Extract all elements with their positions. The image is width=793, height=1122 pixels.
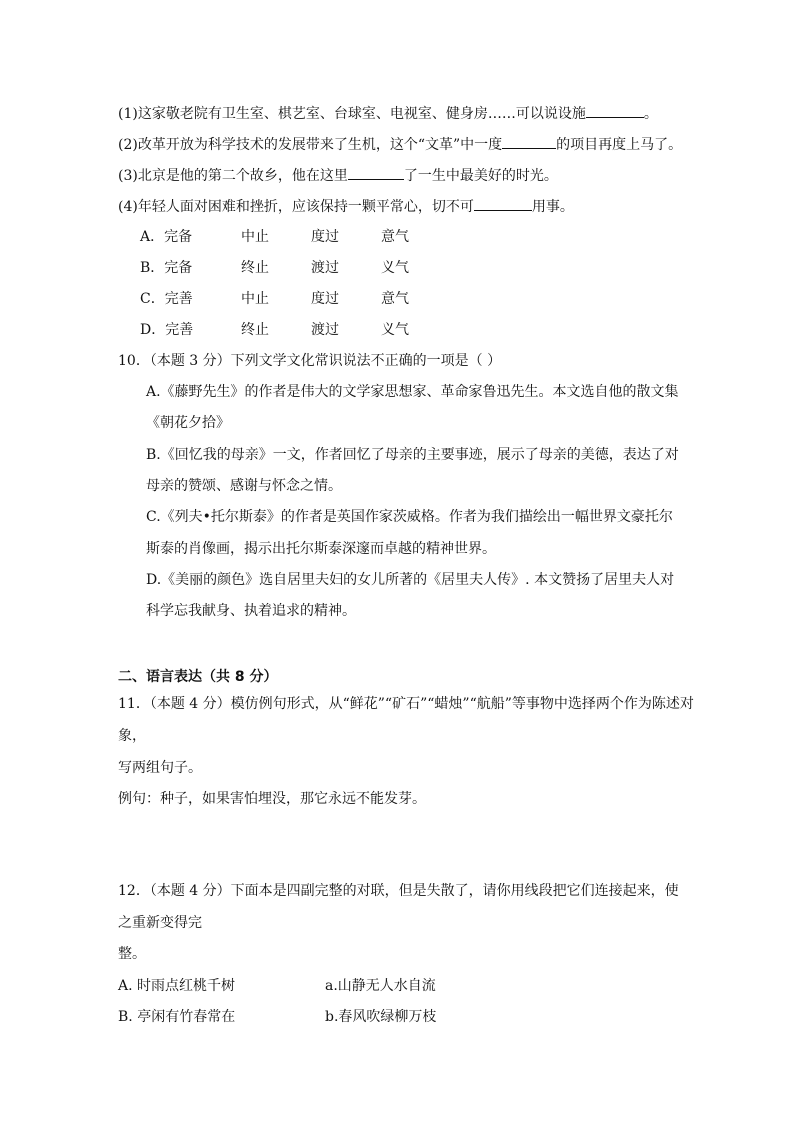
q11-line: 写两组句子。: [118, 760, 202, 776]
couplet-left: A. 时雨点红桃千树: [118, 978, 236, 994]
q9-item-3-suffix: 了一生中最美好的时光。: [403, 168, 558, 184]
q9-item-1: [118, 103, 658, 124]
q12-line: 之重新变得完: [118, 915, 202, 931]
q12-line: 12．（本题 4 分）下面本是四副完整的对联，但是失散了，请你用线段把它们连接起来，使: [118, 883, 679, 899]
option-word: 义气: [381, 322, 409, 338]
option-word: 度过: [311, 229, 339, 245]
q10-stem: 10．（本题 3 分）下列文学文化常识说法不正确的一项是（ ）: [118, 353, 502, 369]
q9-item-3: [118, 165, 558, 186]
option-word: 终止: [241, 322, 269, 338]
q10-line: B.《回忆我的母亲》一文，作者回忆了母亲的主要事迹，展示了母亲的美德，表达了对: [146, 447, 679, 463]
option-word: 意气: [381, 291, 409, 307]
q10-line: 斯泰的肖像画，揭示出托尔斯泰深邃而卓越的精神世界。: [146, 541, 496, 557]
option-label: B．完备: [140, 260, 193, 276]
option-word: 度过: [311, 291, 339, 307]
option-word: 渡过: [311, 322, 339, 338]
couplet-right: b.春风吹绿柳万枝: [325, 1009, 437, 1025]
option-label: A．完备: [140, 229, 193, 245]
q9-item-1-text: (1)这家敬老院有卫生室、棋艺室、台球室、电视室、健身房……可以说设施: [118, 106, 586, 122]
q12-line: 整。: [118, 946, 146, 962]
q10-line: 科学忘我献身、执着追求的精神。: [146, 603, 356, 619]
answer-blank: [474, 196, 532, 211]
option-label: D．完善: [140, 322, 194, 338]
section-heading: 二、语言表达（共 8 分）: [118, 669, 278, 685]
couplet-left: B. 亭闲有竹春常在: [118, 1009, 236, 1025]
q10-line: C.《列夫•托尔斯泰》的作者是英国作家茨威格。作者为我们描绘出一幅世界文豪托尔: [146, 509, 673, 525]
option-word: 渡过: [311, 260, 339, 276]
q9-item-4-text: (4)年轻人面对困难和挫折，应该保持一颗平常心，切不可: [118, 199, 474, 215]
couplet-right: a.山静无人水自流: [325, 978, 436, 994]
q10-line: A.《藤野先生》的作者是伟大的文学家思想家、革命家鲁迅先生。本文选自他的散文集: [146, 384, 679, 400]
q9-item-1-suffix: 。: [643, 106, 658, 122]
option-word: 中止: [241, 229, 269, 245]
q11-line: 象，: [118, 728, 146, 744]
option-label: C．完善: [140, 291, 193, 307]
q9-item-4-suffix: 用事。: [531, 199, 574, 215]
q9-item-2: [118, 134, 682, 155]
q10-line: 《朝花夕拾》: [146, 415, 230, 431]
q11-line: 11．（本题 4 分）模仿例句形式，从“鲜花”“矿石”“蜡烛”“航船”等事物中选择两个作为陈述对: [118, 696, 694, 712]
option-word: 终止: [241, 260, 269, 276]
q9-item-4: [118, 196, 574, 217]
answer-blank: [348, 165, 404, 180]
q10-line: D.《美丽的颜色》选自居里夫妇的女儿所著的《居里夫人传》. 本文赞扬了居里夫人对: [146, 572, 675, 588]
answer-blank: [502, 134, 556, 149]
answer-blank: [586, 103, 644, 118]
q10-line: 母亲的赞颂、感谢与怀念之情。: [146, 478, 342, 494]
q9-item-2-suffix: 的项目再度上马了。: [556, 137, 683, 153]
option-word: 义气: [381, 260, 409, 276]
option-word: 中止: [241, 291, 269, 307]
q11-example: 例句：种子，如果害怕埋没，那它永远不能发芽。: [118, 791, 426, 807]
q9-item-2-text: (2)改革开放为科学技术的发展带来了生机，这个“文革”中一度: [118, 137, 503, 153]
q9-item-3-text: (3)北京是他的第二个故乡，他在这里: [118, 168, 348, 184]
option-word: 意气: [381, 229, 409, 245]
